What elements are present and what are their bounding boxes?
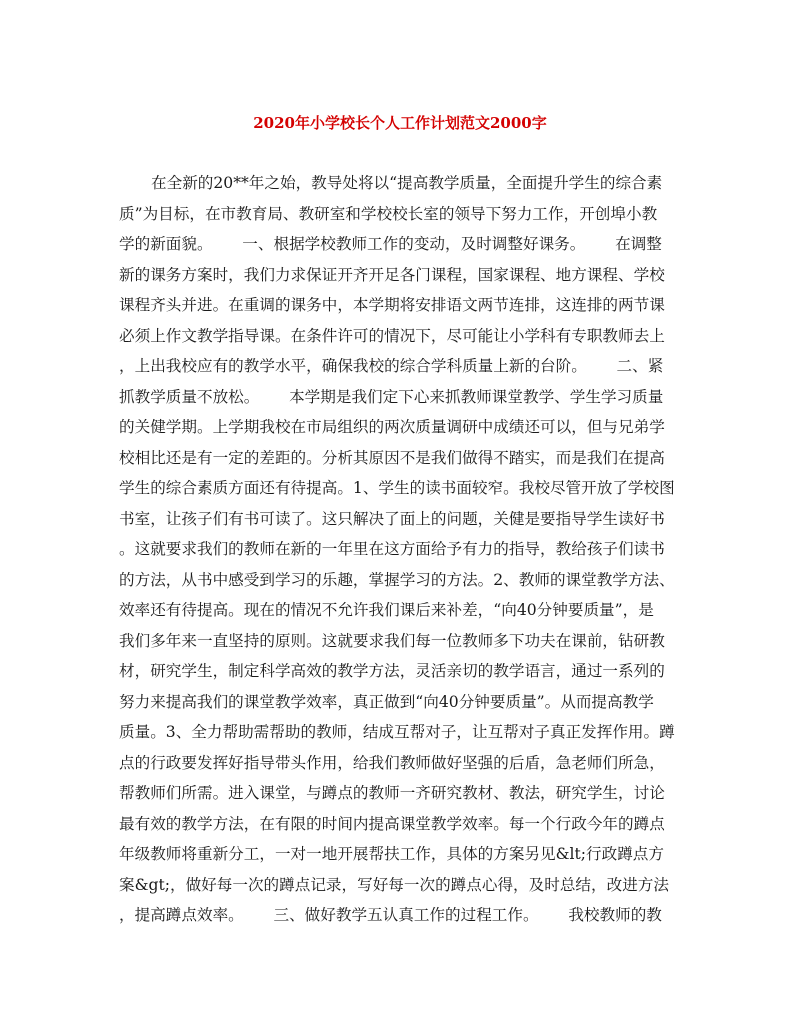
body-line: 材，研究学生，制定科学高效的教学方法，灵活亲切的教学语言，通过一系列的 xyxy=(119,662,665,680)
body-line: 的方法，从书中感受到学习的乐趣，掌握学习的方法。2、教师的课堂教学方法、 xyxy=(119,570,675,589)
body-line: 努力来提高我们的课堂教学效率，真正做到“向40分钟要质量”。从而提高教学 xyxy=(119,692,654,711)
document-body xyxy=(119,168,679,931)
body-line: 的关健学期。上学期我校在市局组织的两次质量调研中成绩还可以，但与兄弟学 xyxy=(119,418,665,436)
body-line: 。这就要求我们的教师在新的一年里在这方面给予有力的指导，教给孩子们读书 xyxy=(119,540,665,558)
body-line: 案&gt;，做好每一次的蹲点记录，写好每一次的蹲点心得，及时总结，改进方法 xyxy=(119,875,669,894)
body-line: 年级教师将重新分工，一对一地开展帮扶工作，具体的方案另见&lt;行政蹲点方 xyxy=(119,845,664,863)
body-line: 新的课务方案时，我们力求保证开齐开足各门课程，国家课程、地方课程、学校 xyxy=(119,265,665,284)
body-line: 必须上作文教学指导课。在条件许可的情况下，尽可能让小学科有专职教师去上 xyxy=(119,326,665,345)
body-line: 质量。3、全力帮助需帮助的教师，结成互帮对子，让互帮对子真正发挥作用。蹲 xyxy=(119,723,675,741)
body-line: 学的新面貌。 一、根据学校教师工作的变动，及时调整好课务。 在调整 xyxy=(119,235,662,253)
body-line: 点的行政要发挥好指导带头作用，给我们教师做好坚强的后盾，急老师们所急， xyxy=(119,753,665,772)
body-line: 校相比还是有一定的差距的。分析其原因不是我们做得不踏实，而是我们在提高 xyxy=(119,448,665,467)
body-line: 书室，让孩子们有书可读了。这只解决了面上的问题，关健是要指导学生读好书 xyxy=(119,509,665,528)
document-title: 2020年小学校长个人工作计划范文2000字 xyxy=(253,114,547,132)
body-line: 效率还有待提高。现在的情况不允许我们课后来补差，“向40分钟要质量”，是 xyxy=(119,601,654,619)
body-line: ，提高蹲点效率。 三、做好教学五认真工作的过程工作。 我校教师的教 xyxy=(119,906,662,924)
body-line: 我们多年来一直坚持的原则。这就要求我们每一位教师多下功夫在课前，钻研教 xyxy=(119,631,665,650)
body-line: 抓教学质量不放松。 本学期是我们定下心来抓教师课堂教学、学生学习质量 xyxy=(119,387,664,406)
body-line: 帮教师们所需。进入课堂，与蹲点的教师一齐研究教材、教法，研究学生，讨论 xyxy=(119,784,665,802)
body-line: ，上出我校应有的教学水平，确保我校的综合学科质量上新的台阶。 二、紧 xyxy=(119,357,664,375)
body-line: 课程齐头并进。在重调的课务中，本学期将安排语文两节连排，这连排的两节课 xyxy=(119,296,665,314)
body-line: 在全新的20**年之始，教导处将以“提高教学质量，全面提升学生的综合素 xyxy=(151,174,663,192)
body-line: 质”为目标，在市教育局、教研室和学校校长室的领导下努力工作，开创埠小教 xyxy=(119,204,658,223)
body-line: 最有效的教学方法，在有限的时间内提高课堂教学效率。每一个行政今年的蹲点 xyxy=(119,814,665,833)
body-line: 学生的综合素质方面还有待提高。1、学生的读书面较窄。我校尽管开放了学校图 xyxy=(119,479,675,497)
